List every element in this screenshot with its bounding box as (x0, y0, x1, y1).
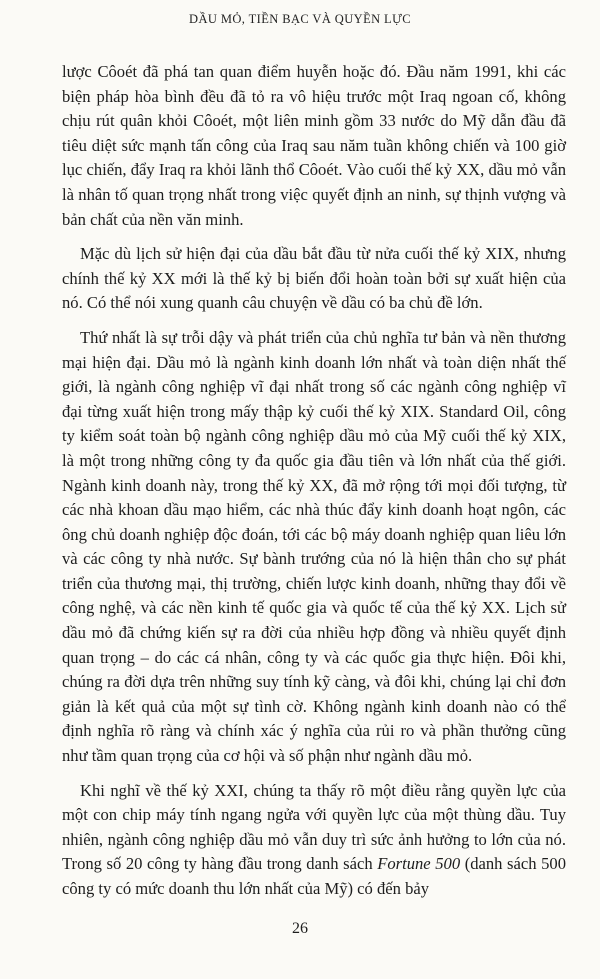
paragraph (62, 779, 566, 902)
body-text (62, 60, 566, 912)
paragraph: Mặc dù lịch sử hiện đại của dầu bắt đầu từ nửa cuối thế kỷ XIX, nhưng chính thế kỷ XX mới là thế kỷ bị biến đổi hoàn toàn bởi sự xuất hiện của nó. Có thể nói xung quanh câu chuyện về dầu có ba chủ đề lớn. (62, 244, 566, 313)
running-header: DẦU MỎ, TIỀN BẠC VÀ QUYỀN LỰC (189, 12, 411, 26)
italic-title: Fortune 500 (377, 854, 461, 874)
paragraph: lược Côoét đã phá tan quan điểm huyễn hoặc đó. Đầu năm 1991, khi các biện pháp hòa bình đều đã tỏ ra vô hiệu trước một Iraq ngoan cố, không chịu rút quân khỏi Côoét, một liên minh gồm 33 nước do Mỹ dẫn đầu đã tiêu diệt sức mạnh tấn công của Iraq sau năm tuần không chiến và 100 giờ lục chiến, đẩy Iraq ra khỏi lãnh thổ Côoét. Vào cuối thế kỷ XX, dầu mỏ vẫn là nhân tố quan trọng nhất trong việc quyết định an ninh, sự thịnh vượng và bản chất của nền văn minh. (62, 62, 566, 229)
paragraph-text: Khi nghĩ về thế kỷ XXI, chúng ta thấy rõ một điều rằng quyền lực của một con chip máy tính ngang ngửa với quyền lực của một thùng dầu. Tuy nhiên, ngành công nghiệp dầu mỏ vẫn duy trì sức ảnh hưởng to lớn của nó. Trong số 20 công ty hàng đầu trong danh sách (62, 780, 566, 874)
paragraph: Thứ nhất là sự trỗi dậy và phát triển của chủ nghĩa tư bản và nền thương mại hiện đại. Dầu mỏ là ngành kinh doanh lớn nhất và toàn diện nhất thế giới, là ngành công nghiệp vĩ đại nhất trong số các ngành công nghiệp vĩ đại từng xuất hiện trong mấy thập kỷ cuối thế kỷ XIX. Standard Oil, công ty kiểm soát toàn bộ ngành công nghiệp dầu mỏ của Mỹ cuối thế kỷ XIX, là một trong những công ty đa quốc gia đầu tiên và lớn nhất của thế giới. Ngành kinh doanh này, trong thế kỷ XX, đã mở rộng tới mọi đối tượng, từ các nhà khoan dầu mạo hiểm, các nhà thúc đẩy kinh doanh hoạt ngôn, các ông chủ doanh nghiệp độc đoán, tới các bộ máy doanh nghiệp quan liêu lớn và các công ty nhà nước. Sự bành trướng của nó là hiện thân cho sự phát triển của thương mại, thị trường, chiến lược kinh doanh, những thay đổi về công nghệ, và các nền kinh tế quốc gia và quốc tế của thế kỷ XX. Lịch sử dầu mỏ đã chứng kiến sự ra đời của nhiều hợp đồng và nhiều quyết định quan trọng – do các cá nhân, công ty và các quốc gia thực hiện. Đôi khi, chúng ra đời dựa trên những suy tính kỹ càng, và đôi khi, chúng lại chỉ đơn giản là kết quả của một sự tình cờ. Không ngành kinh doanh nào có thể định nghĩa rõ ràng và chính xác ý nghĩa của rủi ro và phần thưởng cũng như tầm quan trọng của cơ hội và số phận như ngành dầu mỏ. (62, 327, 566, 766)
page-number: 26 (292, 920, 308, 937)
paragraph-text: (danh sách 500 công ty có mức doanh thu lớn nhất của Mỹ) có đến bảy (62, 854, 566, 898)
